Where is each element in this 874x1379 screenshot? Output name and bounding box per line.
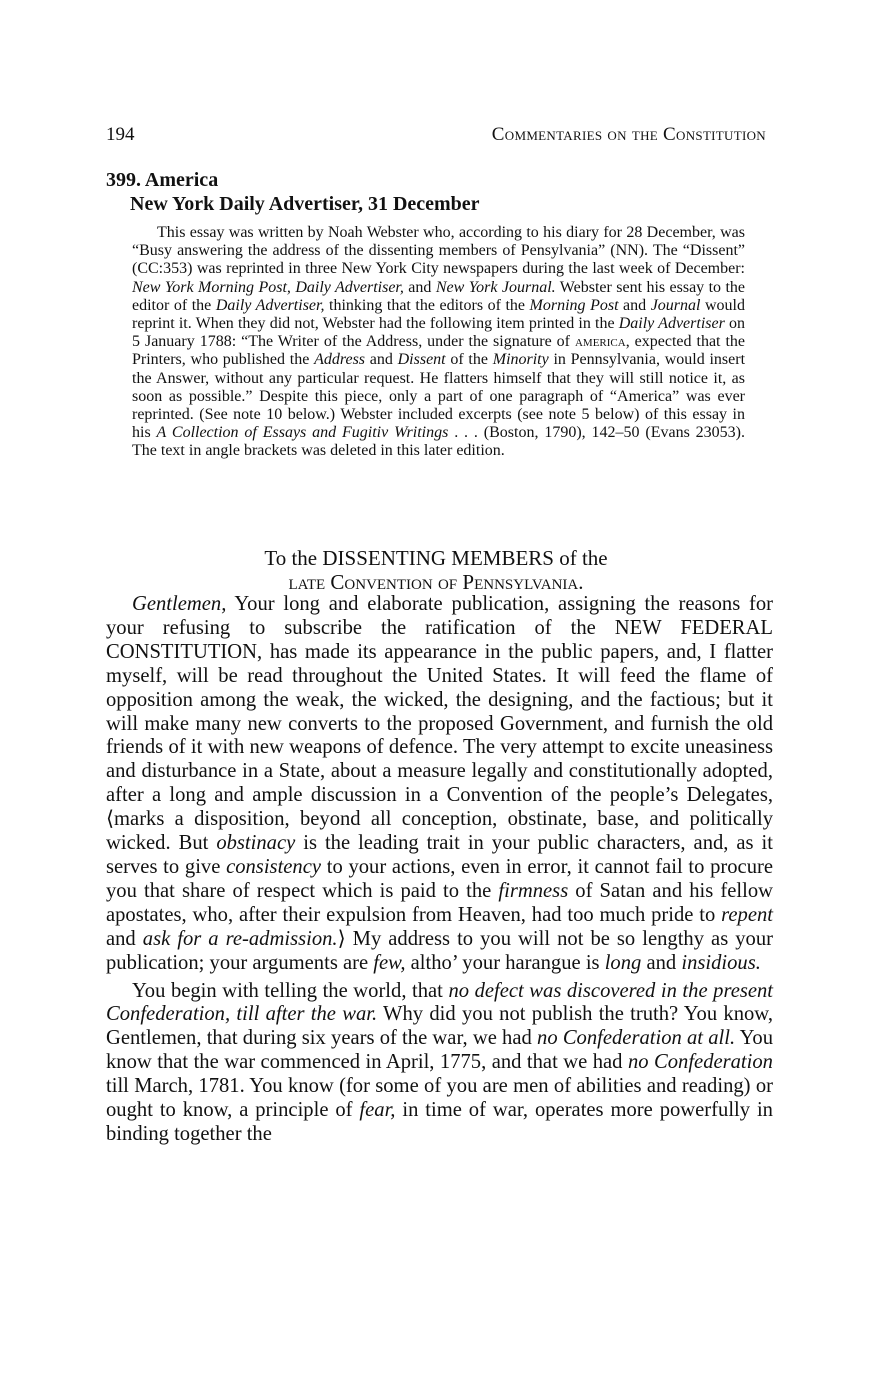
headnote-italic: Address — [314, 351, 366, 369]
address-heading — [106, 546, 766, 594]
body-text: of Satan and his fellow apostates, who, after their expulsion from Heaven, had too much pride to — [106, 879, 773, 926]
headnote-italic: New York Morning Post, Daily Advertiser, — [132, 278, 404, 296]
body-text: Why did you not publish the truth? You know, Gentlemen, that during six years of the war, we had — [106, 1003, 773, 1050]
headnote-text: , expected that the Printers, who published the — [132, 333, 746, 369]
headnote-text: and — [403, 278, 436, 296]
headnote-text: in Pennsylvania, would insert the Answer, without any particular request. He flatters himself that they will still notice it, as soon as possible.” Despite this piece, only a part of one paragraph of “America” was ever reprinted. (See note 10 below.) Webster included excerpts (see note 5 below) of this essay in his — [132, 351, 746, 442]
body-text: Your long and elaborate publication, assigning the reasons for your refusing to subscribe the ratification of the NEW FEDERAL CONSTITUTION, has made its appearance in the public papers, and, I flatter myself, will be read throughout the United States. It will feed the flame of opposition among the weak, the wicked, the designing, and the factious; but it will make many new converts to the proposed Government, and furnish the old friends of it with new weapons of defence. The very attempt to excite uneasiness and disturbance in a State, about a measure legally and constitutionally adopted, after a long and ample discussion in a Convention of the people’s Delegates, ⟨marks a disposition, beyond all conception, obstinate, base, and politically wicked. But — [106, 593, 773, 855]
headnote-italic: Journal — [650, 296, 701, 314]
body-italic: no Confederation — [627, 1051, 773, 1074]
headnote-italic: New York Journal. — [435, 278, 556, 296]
paragraph-1 — [106, 593, 773, 976]
headnote-italic: A Collection of Essays and Fugitiv Writings — [156, 424, 449, 442]
body-text: to your actions, even in error, it cannot fail to procure you that share of respect which is paid to the — [106, 855, 773, 902]
headnote-italic: Daily Advertiser, — [215, 296, 325, 314]
body-italic: no defect was discovered in the present Confederation, till after the war. — [106, 979, 774, 1026]
body-text: in time of war, operates more powerfully in binding together the — [106, 1099, 773, 1145]
headnote-text: thinking that the editors of the — [324, 296, 530, 314]
body-italic: Gentlemen, — [132, 593, 227, 615]
essay-body — [106, 593, 773, 1151]
headnote-text: This essay was written by Noah Webster who, according to his diary for 28 December, was “Busy answering the address of the dissenting members of Pensylvania” (NN). The “Dissent” (CC:353) was reprinted in three New York City newspapers during the last week of December: — [132, 224, 745, 278]
body-italic: few, — [373, 951, 406, 974]
headnote-italic: Dissent — [397, 351, 446, 369]
headnote-italic: Minority — [492, 351, 549, 369]
body-italic: fear, — [359, 1099, 396, 1122]
headnote-text: Webster sent his essay to the editor of the — [132, 278, 746, 314]
body-text: altho’ your harangue is — [405, 951, 605, 974]
headnote-text: would reprint it. When they did not, Webster had the following item printed in the — [132, 296, 746, 333]
body-italic: obstinacy — [216, 832, 296, 855]
headnote-text: . . . (Boston, 1790), 142–50 (Evans 23053). The text in angle brackets was deleted in this later edition. — [132, 424, 746, 460]
body-text: ⟩ My address to you will not be so lengthy as your publication; your arguments are — [106, 927, 773, 974]
headnote — [132, 224, 745, 461]
body-italic: repent — [721, 903, 773, 926]
page-number: 194 — [106, 124, 135, 145]
body-text: and — [106, 927, 143, 950]
body-italic: insidious. — [681, 951, 761, 974]
body-italic: ask for a re-admission. — [142, 927, 338, 950]
body-italic: consistency — [226, 855, 322, 878]
paragraph-2 — [106, 980, 773, 1147]
body-text: You know that the war commenced in April, 1775, and that we had — [106, 1027, 773, 1074]
body-text: and — [641, 951, 682, 974]
body-text: till March, 1781. You know (for some of you are men of abilities and reading) or ought to know, a principle of — [106, 1075, 773, 1122]
running-head: Commentaries on the Constitution — [491, 124, 766, 145]
body-italic: firmness — [498, 879, 569, 902]
address-line-1: To the DISSENTING MEMBERS of the — [264, 546, 608, 570]
headnote-text: and — [365, 351, 398, 369]
body-italic: long — [604, 951, 642, 974]
body-text: is the leading trait in your public characters, and, as it serves to give — [106, 832, 773, 878]
body-text: You begin with telling the world, that — [132, 979, 449, 1002]
headnote-italic: Daily Advertiser — [618, 315, 725, 333]
address-line-2: late Convention of Pennsylvania. — [288, 570, 584, 594]
document-heading — [106, 168, 766, 216]
document-source: New York Daily Advertiser, 31 December — [130, 193, 480, 215]
headnote-text: of the — [445, 351, 493, 369]
headnote-italic: Morning Post — [529, 296, 619, 314]
headnote-text: on 5 January 1788: “The Writer of the Address, under the signature of — [132, 315, 746, 351]
headnote-text: and — [618, 296, 651, 314]
body-italic: no Confederation at all. — [537, 1027, 736, 1050]
document-number-title: 399. America — [106, 169, 219, 191]
headnote-smallcaps: america — [574, 333, 626, 351]
